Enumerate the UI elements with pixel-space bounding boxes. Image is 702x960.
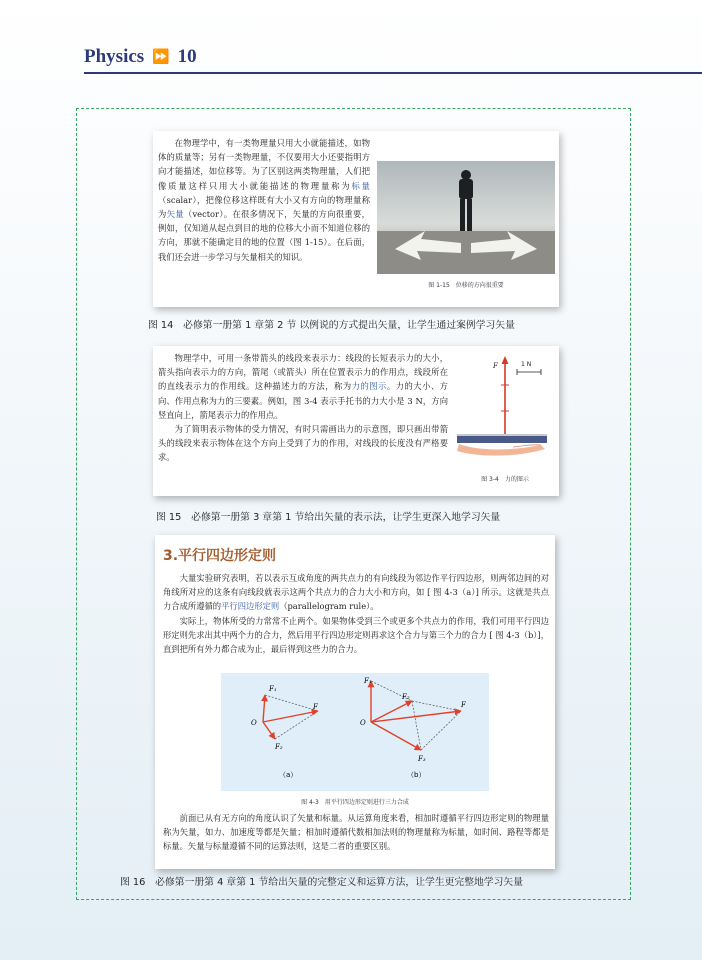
excerpt-panel-3 xyxy=(155,535,555,869)
header-title: Physics xyxy=(84,46,145,67)
force-diagram-image xyxy=(455,354,555,464)
figure-15-caption: 图 15 必修第一册第 3 章第 1 节给出矢量的表示法，让学生更深入地学习矢量 xyxy=(156,512,501,523)
text-run: （vector）。在很多情况下，矢量的方向很重要，例如，仅知道从起点到目的地的位移大小而不知道位移的方向，那就不能确定目的地的位置（图 1-15）。在后面，我们还会进一步学习与矢量相关的知识。 xyxy=(158,209,370,262)
diagram-b-label: （b） xyxy=(407,771,426,779)
diagram-b-f: F xyxy=(461,701,466,709)
photo-crossroads xyxy=(377,161,555,274)
keyword-term: 平行四边形定则 xyxy=(221,601,280,612)
figure-4-3-caption: 图 4-3 用平行四边形定则进行三力合成 xyxy=(301,799,409,806)
header-rule xyxy=(84,72,702,74)
diagram-a-origin: O xyxy=(251,719,257,727)
excerpt-panel-1 xyxy=(153,131,559,307)
excerpt-3-text-1 xyxy=(163,571,549,614)
excerpt-2-body xyxy=(158,351,448,465)
running-header xyxy=(84,44,197,70)
man-at-crossroads-image xyxy=(377,161,555,274)
text-run: 。力的大小、方向、作用点称为力的三要素。例如，图 3-4 表示手托书的力大小是 3 N，方向竖直向上，箭尾表示力的作用点。 xyxy=(158,381,448,420)
excerpt-1-text xyxy=(158,136,370,264)
excerpt-3-text-3: 前面已从有无方向的角度认识了矢量和标量。从运算角度来看，相加时遵循平行四边形定则的物理量称为矢量，如力、加速度等都是矢量；相加时遵循代数相加法则的物理量称为标量，如时间、路程等都是标量。矢量与标量遵循不同的运算法则，这是二者的重要区别。 xyxy=(163,813,549,852)
diagram-b-origin: O xyxy=(360,719,366,727)
excerpt-3-top xyxy=(163,571,549,656)
keyword-term: 标量 xyxy=(351,180,370,191)
diagram-b-f1: F₁ xyxy=(364,677,372,685)
text-run: 物理学中，可用一条带箭头的线段来表示力：线段的长短表示力的大小，箭头指向表示力的方向，箭尾（或箭头）所在位置表示力的作用点，线段所在的直线表示力的作用线。这种描述力的方法，称为 xyxy=(158,353,448,392)
keyword-term: 力的图示 xyxy=(351,381,387,392)
keyword-term: 矢量 xyxy=(166,209,184,220)
parallelogram-diagram xyxy=(221,673,489,791)
diagram-a-f1: F₁ xyxy=(269,685,277,693)
text-run: （parallelogram rule）。 xyxy=(279,601,379,612)
fast-forward-icon: ⏩ xyxy=(152,49,170,65)
diagram-b-f2: F₂ xyxy=(402,693,410,701)
figure-16-caption: 图 16 必修第一册第 4 章第 1 节给出矢量的完整定义和运算方法，让学生更完整地学习矢量 xyxy=(120,877,523,888)
diagram-a-label: （a） xyxy=(279,771,298,779)
figure-3-4-caption: 图 3-4 力的图示 xyxy=(481,476,529,483)
excerpt-2-text-2: 为了简明表示物体的受力情况，有时只需画出力的示意图，即只画出带箭头的线段来表示物体在这个方向上受到了力的作用，对线段的长度没有严格要求。 xyxy=(158,424,448,463)
page-number: 10 xyxy=(177,46,197,67)
figure-14-caption: 图 14 必修第一册第 1 章第 2 节 以例说的方式提出矢量，让学生通过案例学习矢量 xyxy=(148,320,515,331)
force-label-f: F xyxy=(493,362,498,370)
text-run: 在物理学中，有一类物理量只用大小就能描述，如物体的质量等；另有一类物理量，不仅要用大小还要指明方向才能描述，如位移等。为了区别这两类物理量，人们把像质量这样只用大小就能描述的物理量称为 xyxy=(158,138,370,191)
text-run: 大量实验研究表明，若以表示互成角度的两共点力的有向线段为邻边作平行四边形，则两邻边间的对角线所对应的这条有向线段就表示这两个共点力的合力大小和方向，如 [ 图 4-3（a）] 所示。这就是共点力合成所遵循的 xyxy=(163,573,549,612)
section-title: 3.平行四边形定则 xyxy=(163,548,277,564)
scale-label: 1 N xyxy=(521,361,532,368)
diagram-a-f2: F₂ xyxy=(275,743,283,751)
text-run: （scalar），把像位移这样既有大小又有方向的物理量称为 xyxy=(158,194,370,220)
excerpt-2-text-1 xyxy=(158,351,448,422)
excerpt-3-text-2: 实际上，物体所受的力常常不止两个。如果物体受到三个或更多个共点力的作用，我们可用平行四边形定则先求出其中两个力的合力，然后用平行四边形定则再求这个合力与第三个力的合力 [ 图 4-3（b）]，直到把所有外力都合成为止，最后得到这些力的合力。 xyxy=(163,615,549,655)
figure-frame xyxy=(76,108,631,900)
figure-1-15-caption: 图 1-15 位移的方向很重要 xyxy=(428,282,504,289)
diagram-a-f: F xyxy=(313,703,318,711)
diagram-b-f3: F₃ xyxy=(418,755,426,763)
excerpt-panel-2 xyxy=(153,346,559,496)
